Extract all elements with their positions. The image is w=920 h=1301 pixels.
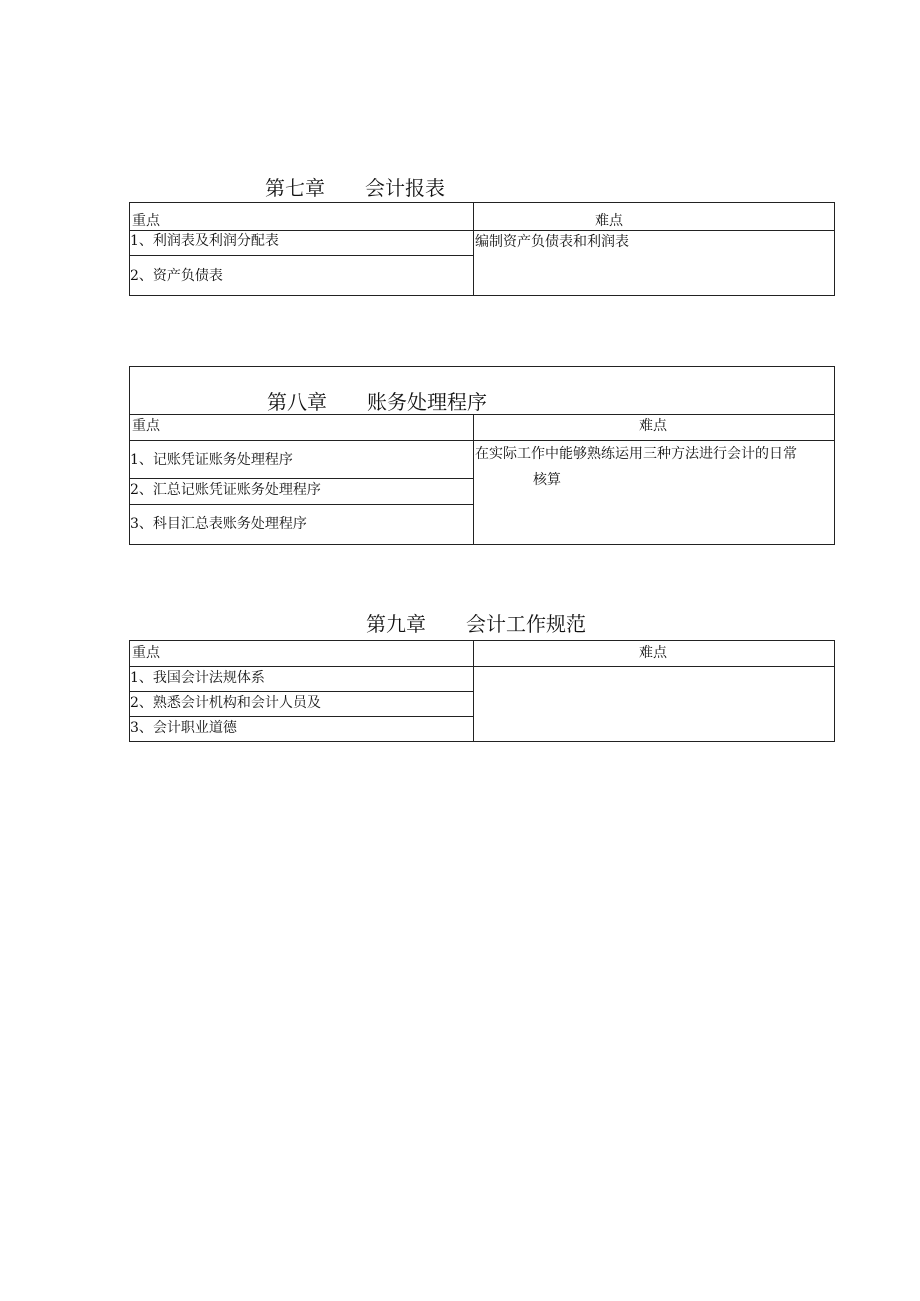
key-point-item: 2、汇总记账凭证账务处理程序	[130, 482, 321, 498]
key-point-item: 3、科目汇总表账务处理程序	[130, 516, 307, 532]
difficulty-text-line-1: 在实际工作中能够熟练运用三种方法进行会计的日常	[475, 446, 797, 462]
key-points-header: 重点	[132, 418, 160, 434]
chapter-8-table	[129, 366, 835, 545]
key-point-item: 2、熟悉会计机构和会计人员及	[130, 695, 321, 711]
title-divider	[130, 414, 834, 415]
header-divider	[130, 666, 834, 667]
chapter-9-title	[366, 612, 586, 636]
chapter-8-number: 第八章	[267, 390, 327, 414]
header-divider	[130, 230, 834, 231]
difficulty-header: 难点	[639, 645, 667, 661]
key-point-item: 1、我国会计法规体系	[130, 670, 265, 686]
difficulty-header: 难点	[639, 418, 667, 434]
row-divider	[130, 716, 473, 717]
chapter-9-table	[129, 640, 835, 742]
key-point-item: 2、资产负债表	[130, 268, 223, 284]
header-divider	[130, 440, 834, 441]
row-divider	[130, 255, 473, 256]
chapter-7-name: 会计报表	[365, 176, 445, 200]
difficulty-text: 编制资产负债表和利润表	[475, 234, 629, 250]
chapter-7-number: 第七章	[265, 176, 325, 200]
chapter-8-name: 账务处理程序	[367, 390, 487, 414]
row-divider	[130, 691, 473, 692]
chapter-9-number: 第九章	[366, 612, 426, 636]
column-divider	[473, 203, 474, 295]
key-point-item: 1、记账凭证账务处理程序	[130, 452, 293, 468]
row-divider	[130, 504, 473, 505]
row-divider	[130, 478, 473, 479]
difficulty-header: 难点	[595, 213, 623, 229]
chapter-7-title	[265, 176, 445, 200]
key-point-item: 1、利润表及利润分配表	[130, 233, 279, 249]
chapter-8-title	[267, 390, 487, 414]
column-divider	[473, 414, 474, 544]
key-point-item: 3、会计职业道德	[130, 720, 237, 736]
column-divider	[473, 641, 474, 741]
chapter-7-table	[129, 202, 835, 296]
key-points-header: 重点	[132, 645, 160, 661]
chapter-9-name: 会计工作规范	[466, 612, 586, 636]
difficulty-text-line-2: 核算	[533, 472, 561, 488]
key-points-header: 重点	[132, 213, 160, 229]
